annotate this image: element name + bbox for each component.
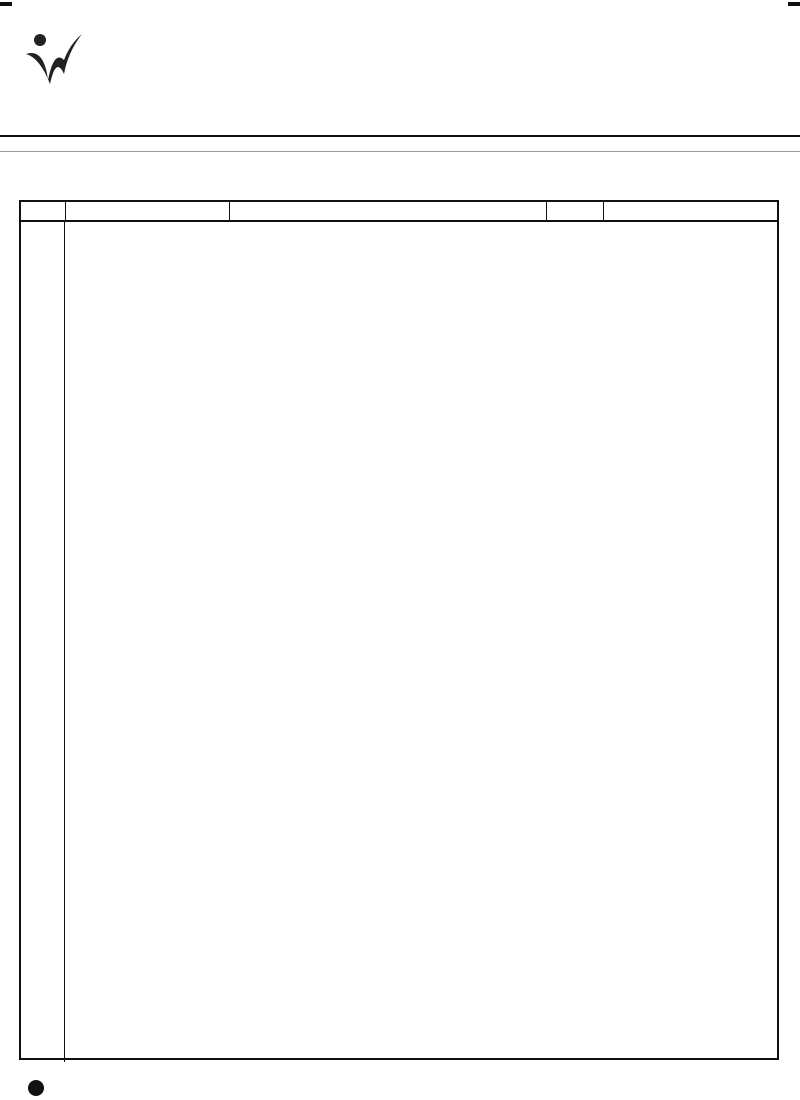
header	[0, 0, 800, 148]
itinerary-table	[19, 200, 779, 1060]
header-region-blank	[21, 202, 65, 222]
header-divider	[603, 202, 604, 222]
header-divider	[546, 202, 547, 222]
header-divider	[229, 202, 230, 222]
logo-swoosh-icon	[24, 30, 84, 86]
header-route	[65, 202, 229, 222]
fax-address-bar	[0, 135, 800, 152]
contact-block	[248, 16, 796, 32]
header-desc	[229, 202, 546, 222]
header-divider	[65, 202, 66, 222]
header-price	[546, 202, 603, 222]
footer	[0, 1078, 800, 1098]
red-badge-icon	[28, 1080, 44, 1096]
logo	[20, 24, 240, 144]
contact-row-site	[248, 16, 796, 32]
region-label	[21, 222, 65, 1062]
header-date	[603, 202, 777, 222]
